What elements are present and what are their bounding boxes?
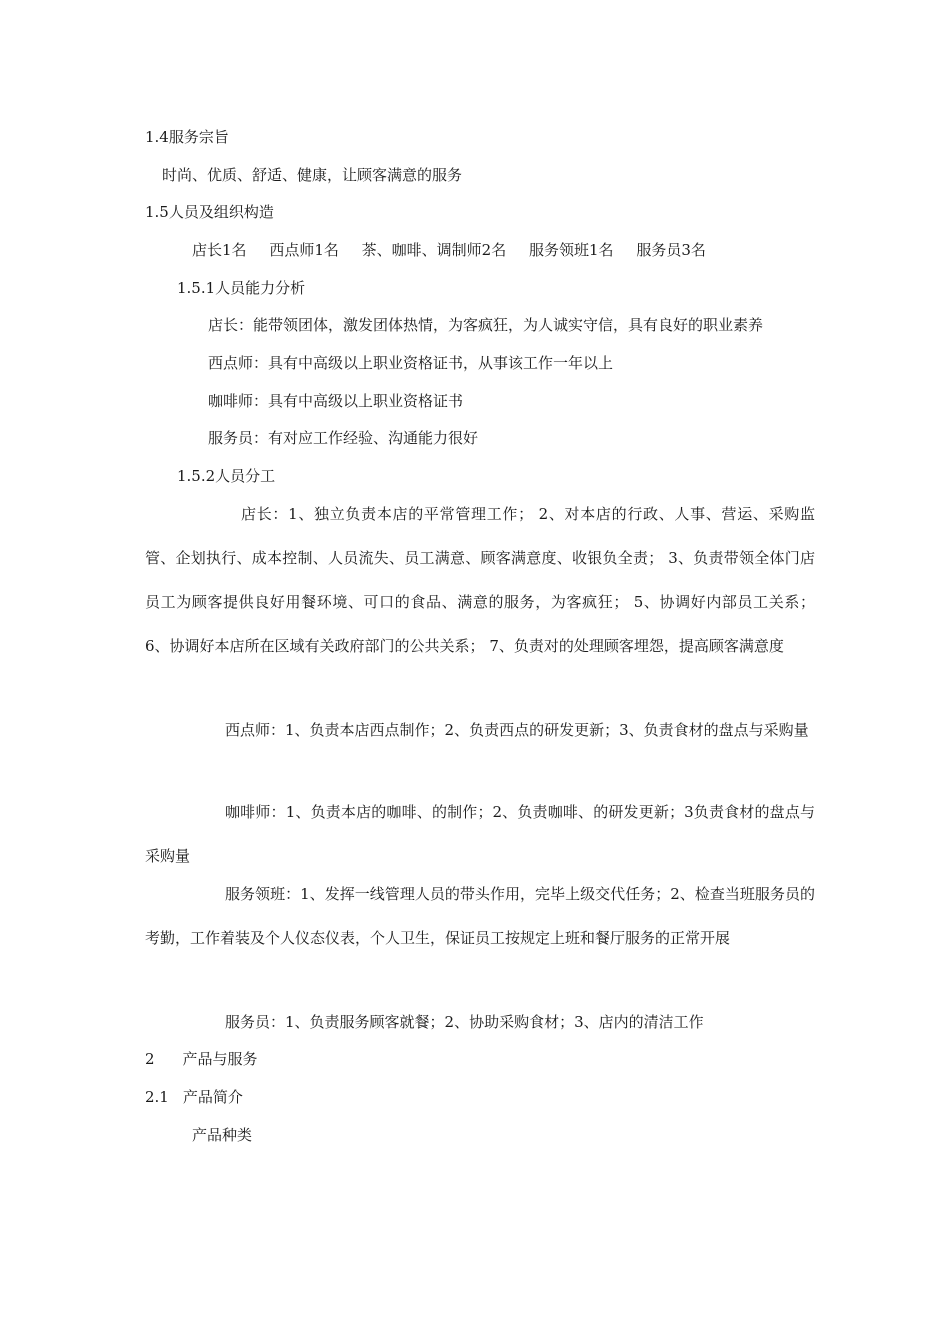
- staff-list: [192, 240, 706, 260]
- duty-manager: 店长：1、独立负责本店的平常管理工作； 2、对本店的行政、人事、营运、采购监管、企划执行、成本控制、人员流失、员工满意、顾客满意度、收银负全责； 3、负责带领全体门店员工为顾客提供良好用餐环境、可口的食品、满意的服务，为客疯狂； 5、协调好内部员工关系； 6、协调好本店所在区域有关政府部门的公共关系； 7、负责对的处理顾客埋怨，提高顾客满意度: [145, 505, 815, 655]
- staff-item: 服务员3名: [636, 241, 706, 259]
- duty-waiter: 服务员：1、负责服务顾客就餐；2、协助采购食材；3、店内的清洁工作: [225, 1013, 704, 1031]
- ability-item: 服务员：有对应工作经验、沟通能力很好: [208, 429, 479, 447]
- section-title: 产品简介: [182, 1088, 243, 1106]
- section-number: 2.1: [145, 1088, 169, 1106]
- heading-1-5: 1.5人员及组织构造: [145, 203, 274, 221]
- heading-1-5-2: 1.5.2人员分工: [177, 467, 276, 485]
- heading-1-5-1: 1.5.1人员能力分析: [177, 279, 306, 297]
- section-number: 2: [145, 1050, 155, 1068]
- duty-pastry-chef: 西点师：1、负责本店西点制作；2、负责西点的研发更新；3、负责食材的盘点与采购量: [225, 721, 809, 739]
- service-purpose-text: 时尚、优质、舒适、健康，让顾客满意的服务: [162, 166, 463, 184]
- staff-item: 店长1名: [192, 241, 247, 259]
- heading-2-1: [145, 1087, 243, 1107]
- staff-item: 服务领班1名: [528, 241, 614, 259]
- ability-item: 咖啡师：具有中高级以上职业资格证书: [208, 392, 464, 410]
- ability-item: 西点师：具有中高级以上职业资格证书，从事该工作一年以上: [208, 354, 614, 372]
- section-title: 产品与服务: [182, 1050, 258, 1068]
- duty-barista: 咖啡师：1、负责本店的咖啡、的制作；2、负责咖啡、的研发更新；3负责食材的盘点与采购量: [145, 803, 815, 865]
- ability-item: 店长：能带领团体，激发团体热情，为客疯狂，为人诚实守信，具有良好的职业素养: [208, 316, 764, 334]
- product-types-label: 产品种类: [192, 1126, 253, 1144]
- duty-supervisor: 服务领班：1、发挥一线管理人员的带头作用，完毕上级交代任务；2、检查当班服务员的考勤，工作着装及个人仪态仪表，个人卫生，保证员工按规定上班和餐厅服务的正常开展: [145, 885, 815, 947]
- staff-item: 西点师1名: [269, 241, 339, 259]
- staff-item: 茶、咖啡、调制师2名: [361, 241, 507, 259]
- heading-2: [145, 1049, 258, 1069]
- heading-1-4: 1.4服务宗旨: [145, 128, 229, 146]
